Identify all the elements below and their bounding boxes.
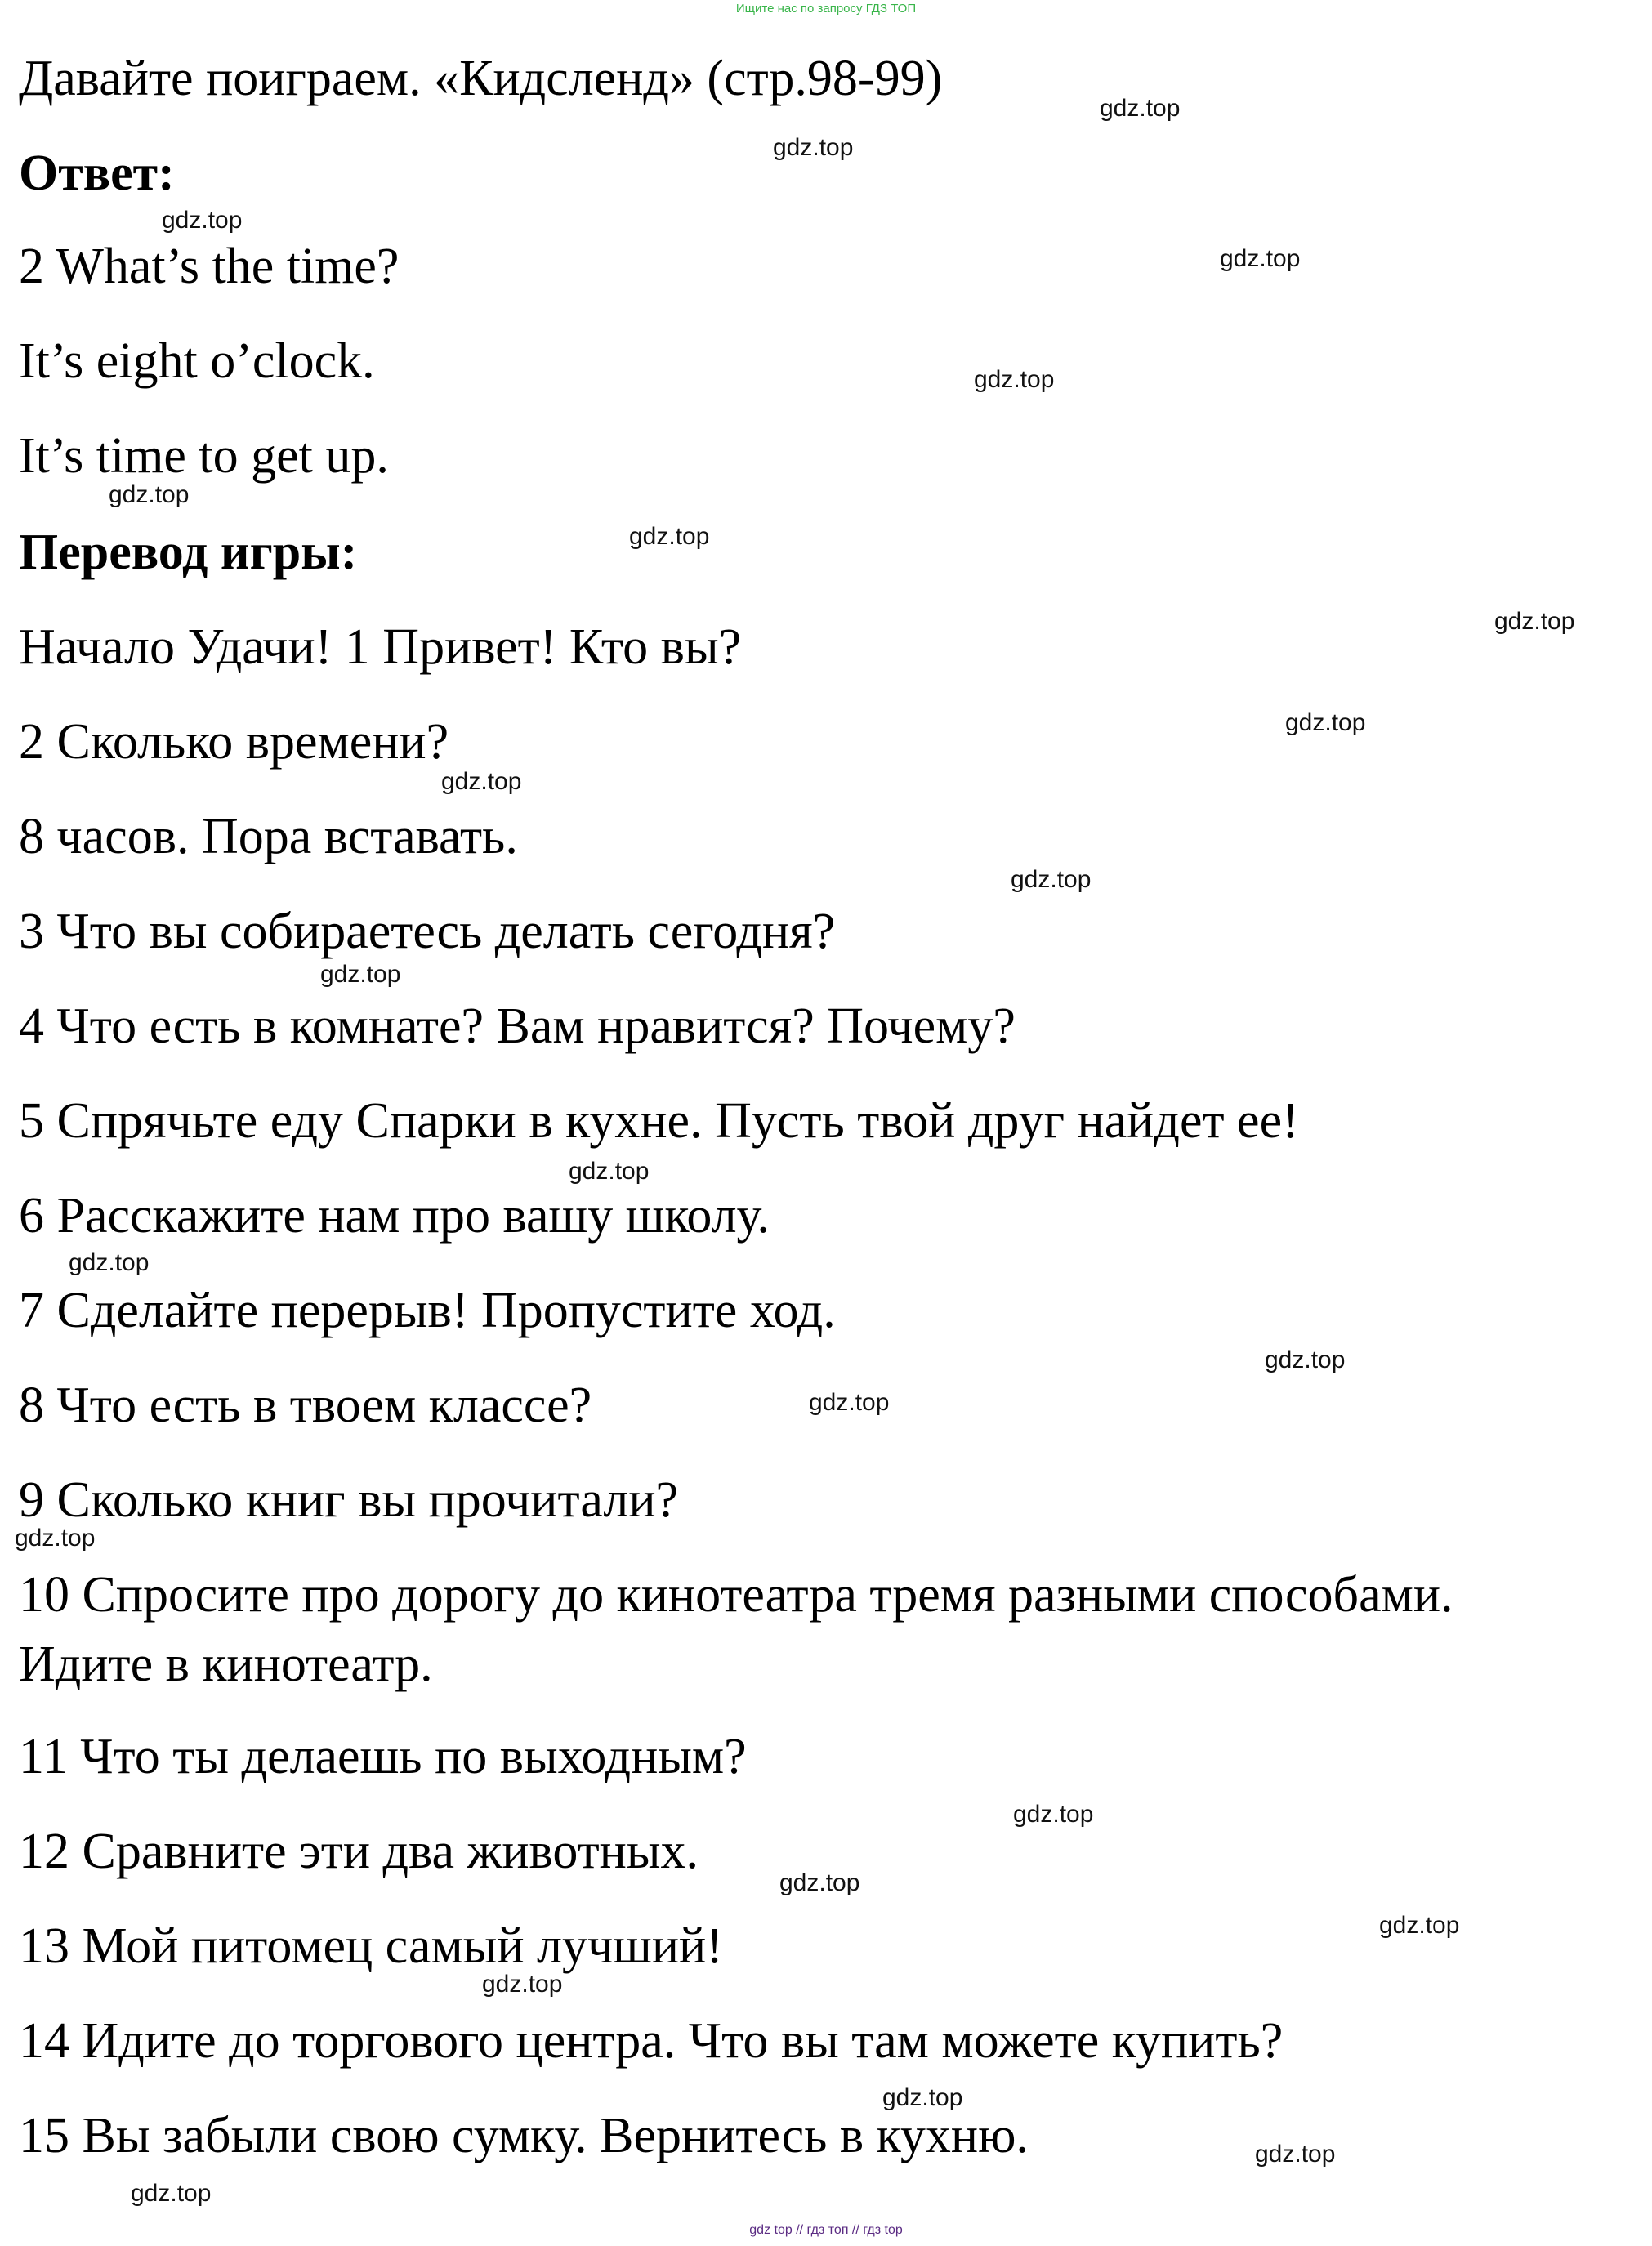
watermark: gdz.top bbox=[131, 2180, 212, 2207]
answer-line: It’s time to get up. bbox=[19, 428, 389, 484]
watermark: gdz.top bbox=[882, 2084, 963, 2111]
header-note: Ищите нас по запросу ГДЗ ТОП bbox=[735, 2, 917, 16]
watermark: gdz.top bbox=[1255, 2141, 1336, 2168]
watermark: gdz.top bbox=[441, 768, 522, 795]
translation-line: 4 Что есть в комнате? Вам нравится? Почему? bbox=[19, 998, 1016, 1054]
answer-line: 2 What’s the time? bbox=[19, 239, 400, 294]
watermark: gdz.top bbox=[974, 366, 1055, 393]
translation-line: 3 Что вы собираетесь делать сегодня? bbox=[19, 904, 836, 959]
watermark: gdz.top bbox=[1013, 1801, 1094, 1828]
watermark: gdz.top bbox=[1494, 608, 1575, 635]
translation-line: 14 Идите до торгового центра. Что вы там можете купить? bbox=[19, 2013, 1284, 2069]
watermark: gdz.top bbox=[69, 1249, 150, 1276]
translation-line: Идите в кинотеатр. bbox=[19, 1636, 433, 1692]
translation-line: 12 Сравните эти два животных. bbox=[19, 1824, 699, 1879]
watermark: gdz.top bbox=[1011, 866, 1092, 893]
page-title: Давайте поиграем. «Кидсленд» (стр.98-99) bbox=[19, 51, 943, 106]
translation-line: 7 Сделайте перерыв! Пропустите ход. bbox=[19, 1283, 836, 1338]
translation-line: 9 Сколько книг вы прочитали? bbox=[19, 1472, 679, 1528]
watermark: gdz.top bbox=[773, 134, 854, 161]
watermark: gdz.top bbox=[1220, 245, 1301, 272]
translation-line: 15 Вы забыли свою сумку. Вернитесь в кухню. bbox=[19, 2108, 1029, 2163]
translation-line: 13 Мой питомец самый лучший! bbox=[19, 1918, 723, 1974]
watermark: gdz.top bbox=[320, 961, 401, 988]
translation-line: 5 Спрячьте еду Спарки в кухне. Пусть твой друг найдет ее! bbox=[19, 1093, 1299, 1149]
watermark: gdz.top bbox=[569, 1158, 650, 1185]
watermark: gdz.top bbox=[15, 1525, 96, 1552]
answer-heading: Ответ: bbox=[19, 145, 175, 201]
translation-line: 8 часов. Пора вставать. bbox=[19, 809, 518, 864]
translation-line: 11 Что ты делаешь по выходным? bbox=[19, 1729, 747, 1784]
watermark: gdz.top bbox=[1100, 95, 1181, 122]
watermark: gdz.top bbox=[109, 481, 190, 508]
translation-heading: Перевод игры: bbox=[19, 525, 358, 580]
answer-line: It’s eight o’clock. bbox=[19, 333, 375, 389]
translation-line: 8 Что есть в твоем классе? bbox=[19, 1378, 592, 1433]
watermark: gdz.top bbox=[162, 207, 243, 234]
watermark: gdz.top bbox=[482, 1971, 563, 1998]
translation-line: 10 Спросите про дорогу до кинотеатра тремя разными способами. bbox=[19, 1567, 1453, 1623]
translation-line: 6 Расскажите нам про вашу школу. bbox=[19, 1188, 770, 1244]
translation-line: 2 Сколько времени? bbox=[19, 714, 449, 770]
watermark: gdz.top bbox=[1265, 1346, 1346, 1373]
watermark: gdz.top bbox=[779, 1869, 860, 1896]
watermark: gdz.top bbox=[809, 1389, 890, 1416]
translation-line: Начало Удачи! 1 Привет! Кто вы? bbox=[19, 619, 742, 675]
watermark: gdz.top bbox=[629, 523, 710, 550]
watermark: gdz.top bbox=[1285, 709, 1366, 736]
footer-note: gdz top // гдз топ // гдз top bbox=[749, 2223, 903, 2237]
watermark: gdz.top bbox=[1379, 1912, 1460, 1939]
